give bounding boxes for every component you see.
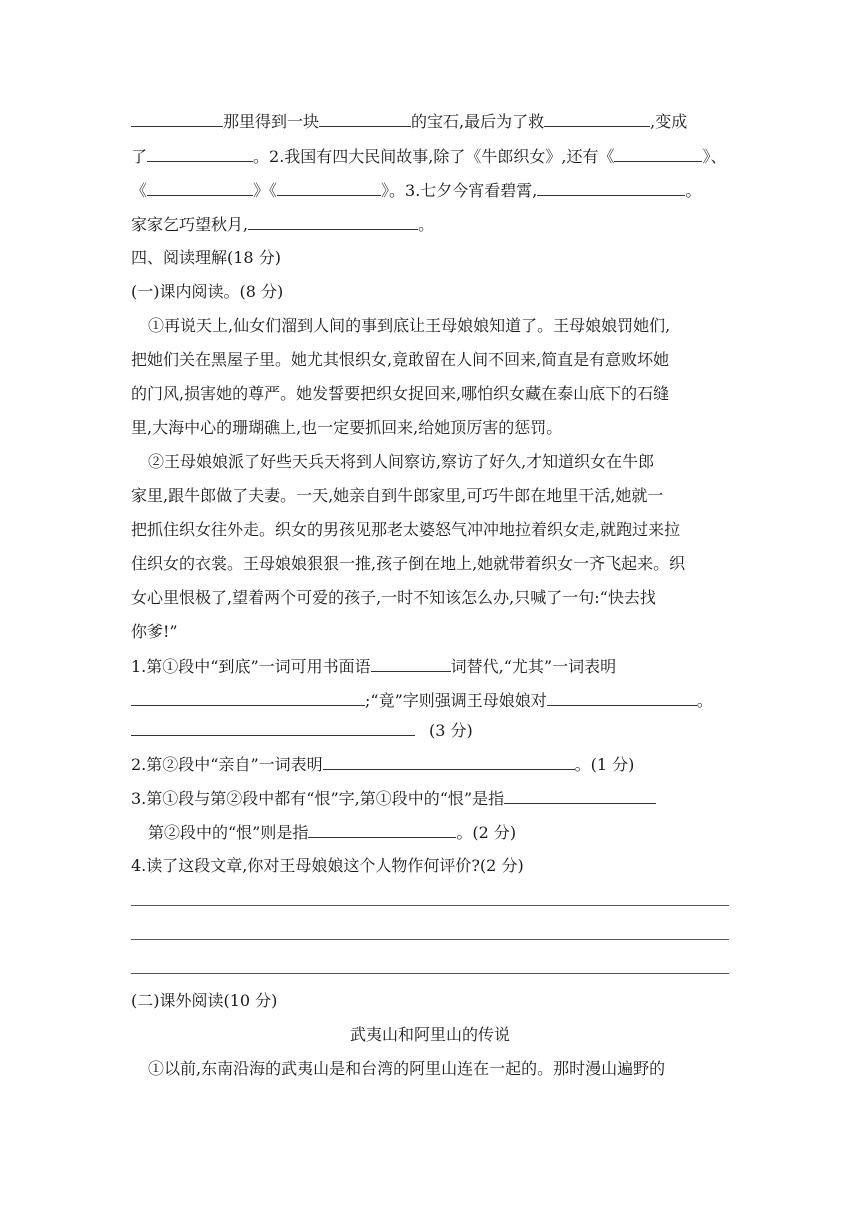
blank-line-3: 《 》《 》。3.七夕今宵看碧霄, 。 xyxy=(131,181,702,200)
passage-line: 的门风,损害她的尊严。她发誓要把织女捉回来,哪怕织女藏在泰山底下的石缝 xyxy=(131,384,670,403)
answer-blank[interactable] xyxy=(323,753,575,770)
blank-line-4: 家家乞巧望秋月, 。 xyxy=(131,215,435,234)
answer-blank[interactable] xyxy=(248,213,418,230)
answer-blank[interactable] xyxy=(147,179,253,196)
passage-line: ①以前,东南沿海的武夷山是和台湾的阿里山连在一起的。那时漫山遍野的 xyxy=(148,1059,666,1078)
question-1-cont: ;“竟”字则强调王母娘娘对 。 xyxy=(131,689,731,712)
answer-blank[interactable] xyxy=(614,145,702,162)
passage-line: 把她们关在黑屋子里。她尤其恨织女,竟敢留在人间不回来,简直是有意败坏她 xyxy=(131,350,670,369)
answer-blank[interactable] xyxy=(308,821,456,838)
answer-blank[interactable] xyxy=(131,110,223,127)
passage-line: ①再说天上,仙女们溜到人间的事到底让王母娘娘知道了。王母娘娘罚她们, xyxy=(148,316,671,335)
passage-line: 家里,跟牛郎做了夫妻。一天,她亲自到牛郎家里,可巧牛郎在地里干活,她就一 xyxy=(131,486,664,505)
answer-blank[interactable] xyxy=(544,110,650,127)
answer-line[interactable] xyxy=(131,905,729,906)
answer-blank[interactable] xyxy=(371,655,451,672)
question-2: 2.第②段中“亲自”一词表明 。(1 分) xyxy=(131,755,635,774)
section-heading: 四、阅读理解(18 分) xyxy=(131,248,281,267)
question-1: 1.第①段中“到底”一词可用书面语 词替代,“尤其”一词表明 xyxy=(131,657,617,676)
answer-blank[interactable] xyxy=(147,145,253,162)
answer-blank[interactable] xyxy=(131,689,365,706)
passage-line: 住织女的衣裳。王母娘娘狠狠一推,孩子倒在地上,她就带着织女一齐飞起来。织 xyxy=(131,554,686,573)
answer-line[interactable] xyxy=(131,939,729,940)
answer-blank[interactable] xyxy=(319,110,411,127)
question-1-cont: (3 分) xyxy=(131,719,731,742)
answer-blank[interactable] xyxy=(537,179,685,196)
passage-line: ②王母娘娘派了好些天兵天将到人间察访,察访了好久,才知道织女在牛郎 xyxy=(148,452,655,471)
answer-blank[interactable] xyxy=(131,719,415,736)
question-3: 3.第①段与第②段中都有“恨”字,第①段中的“恨”是指 xyxy=(131,787,731,810)
passage-line: 里,大海中心的珊瑚礁上,也一定要抓回来,给她顶厉害的惩罚。 xyxy=(131,418,563,437)
passage-line: 把抓住织女往外走。织女的男孩见那老太婆怒气冲冲地拉着织女走,就跑过来拉 xyxy=(131,520,681,539)
blank-line-2: 了 。2.我国有四大民间故事,除了《牛郎织女》,还有《 》、 xyxy=(131,147,727,166)
passage-line: 女心里恨极了,望着两个可爱的孩子,一时不知该怎么办,只喊了一句:“快去找 xyxy=(131,588,656,607)
blank-line-1: 那里得到一块 的宝石,最后为了救 ,变成 xyxy=(131,110,731,133)
passage-line: 你爹!” xyxy=(131,622,178,641)
answer-blank[interactable] xyxy=(277,179,381,196)
question-4: 4.读了这段文章,你对王母娘娘这个人物作何评价?(2 分) xyxy=(131,856,524,875)
answer-line[interactable] xyxy=(131,973,729,974)
part1-heading: (一)课内阅读。(8 分) xyxy=(131,282,284,301)
part2-heading: (二)课外阅读(10 分) xyxy=(131,991,278,1010)
answer-blank[interactable] xyxy=(547,689,697,706)
answer-blank[interactable] xyxy=(504,787,656,804)
story-title: 武夷山和阿里山的传说 xyxy=(349,1025,510,1044)
question-3-cont: 第②段中的“恨”则是指 。(2 分) xyxy=(148,823,517,842)
